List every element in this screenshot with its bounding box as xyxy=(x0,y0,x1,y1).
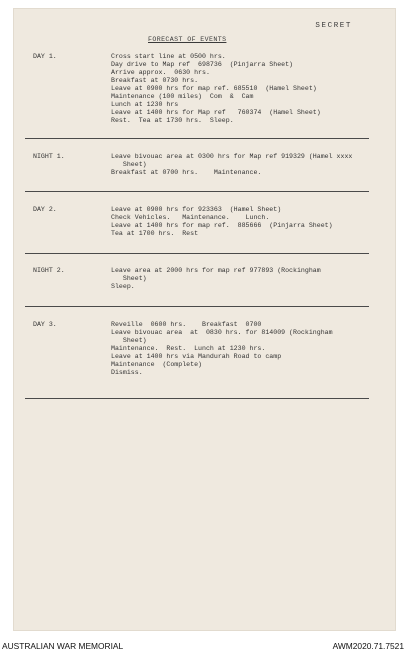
list-item: Sheet) xyxy=(111,161,147,168)
list-item: Rest. Tea at 1730 hrs. Sleep. xyxy=(111,117,234,124)
list-item: Tea at 1700 hrs. Rest xyxy=(111,230,199,237)
section-divider xyxy=(25,138,369,139)
list-item: Leave area at 2000 hrs for map ref 977893 (Rockingham xyxy=(111,267,321,274)
footer-source: AUSTRALIAN WAR MEMORIAL xyxy=(2,641,124,651)
document-page xyxy=(13,8,396,631)
list-item: Day drive to Map ref 698736 (Pinjarra Sheet) xyxy=(111,61,294,68)
list-item: Leave bivouac area at 0830 hrs. for 814009 (Rockingham xyxy=(111,329,333,336)
section-lines xyxy=(111,206,389,238)
list-item: Sheet) xyxy=(111,275,147,282)
list-item: Lunch at 1230 hrs xyxy=(111,101,179,108)
list-item: Leave bivouac area at 0300 hrs for Map ref 919329 (Hamel xxxx xyxy=(111,153,353,160)
list-item: Leave at 0900 hrs for map ref. 685510 (Hamel Sheet) xyxy=(111,85,317,92)
list-item: Arrive approx. 0630 hrs. xyxy=(111,69,210,76)
section-lines xyxy=(111,153,389,177)
list-item: Breakfast at 0730 hrs. xyxy=(111,77,199,84)
list-item: Leave at 1400 hrs for map ref. 885666 (Pinjarra Sheet) xyxy=(111,222,333,229)
section-label: DAY 2. xyxy=(33,206,57,213)
list-item: Maintenance (Complete) xyxy=(111,361,203,368)
list-item: Check Vehicles. Maintenance. Lunch. xyxy=(111,214,270,221)
section-label: NIGHT 2. xyxy=(33,267,65,274)
footer-reference: AWM2020.71.7521 xyxy=(332,641,404,651)
section-divider xyxy=(25,398,369,399)
section-label: DAY 1. xyxy=(33,53,57,60)
list-item: Leave at 1400 hrs via Mandurah Road to camp xyxy=(111,353,282,360)
list-item: Maintenance (100 miles) Com & Cam xyxy=(111,93,254,100)
list-item: Sheet) xyxy=(111,337,147,344)
list-item: Maintenance. Rest. Lunch at 1230 hrs. xyxy=(111,345,266,352)
footer-bar xyxy=(0,640,409,653)
list-item: Reveille 0600 hrs. Breakfast 0700 xyxy=(111,321,262,328)
section-divider xyxy=(25,306,369,307)
list-item: Leave at 1400 hrs for Map ref 760374 (Hamel Sheet) xyxy=(111,109,321,116)
section-lines xyxy=(111,53,389,125)
section-label: DAY 3. xyxy=(33,321,57,328)
list-item: Dismiss. xyxy=(111,369,143,376)
list-item: Cross start line at 0500 hrs. xyxy=(111,53,226,60)
list-item: Leave at 0900 hrs for 923363 (Hamel Sheet) xyxy=(111,206,282,213)
classification-mark: SECRET xyxy=(315,22,352,30)
document-title: FORECAST OF EVENTS xyxy=(148,36,227,43)
section-lines xyxy=(111,321,389,377)
section-label: NIGHT 1. xyxy=(33,153,65,160)
section-divider xyxy=(25,253,369,254)
section-lines xyxy=(111,267,389,291)
list-item: Breakfast at 0700 hrs. Maintenance. xyxy=(111,169,262,176)
list-item: Sleep. xyxy=(111,283,135,290)
section-divider xyxy=(25,191,369,192)
